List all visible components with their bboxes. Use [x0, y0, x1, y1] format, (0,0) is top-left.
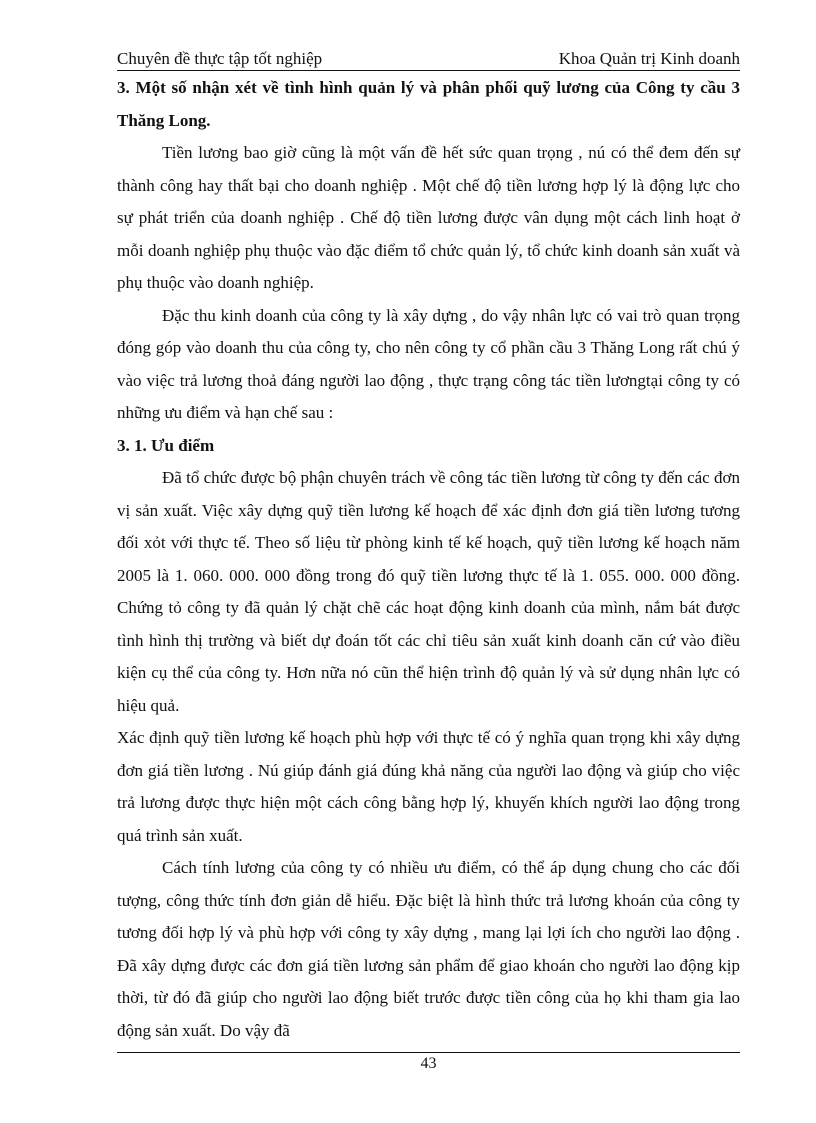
paragraph-3: Đã tổ chức được bộ phận chuyên trách về công tác tiền lương từ công ty đến các đơn vị sản xuất. Việc xây dựng quỹ tiền lương kế hoạch để xác định đơn giá tiền lương tương đối xỏt với thực tế. Theo số liệu từ phòng kinh tế kế hoạch, quỹ tiền lương kế hoạch năm 2005 là 1. 060. 000. 000 đồng trong đó quỹ tiền lương thực tế là 1. 055. 000. 000 đồng. Chứng tỏ công ty đã quản lý chặt chẽ các hoạt động kinh doanh của mình, nắm bát được tình hình thị trường và biết dự đoán tốt các chỉ tiêu sản xuất kinh doanh căn cứ vào điều kiện cụ thể của công ty. Hơn nữa nó cũn thể hiện trình độ quản lý và sử dụng nhân lực có hiệu quả. — [117, 468, 740, 715]
page-header — [117, 48, 740, 71]
paragraph-2: Đặc thu kinh doanh của công ty là xây dựng , do vậy nhân lực có vai trò quan trọng đóng góp vào doanh thu của công ty, cho nên công ty cổ phần cầu 3 Thăng Long rất chú ý vào việc trả lương thoả đáng người lao động , thực trạng công tác tiền lươngtại công ty có những ưu điểm và hạn chế sau : — [117, 305, 740, 422]
section-heading: 3. Một số nhận xét về tình hình quản lý và phân phối quỹ lương của Công ty cầu 3 Thăng Long. — [117, 78, 740, 130]
paragraph-4: Xác định quỹ tiền lương kế hoạch phù hợp với thực tế có ý nghĩa quan trọng khi xây dựng đơn giá tiền lương . Nú giúp đánh giá đúng khả năng của người lao động và giúp cho việc trả lương được thực hiện một cách công bằng hợp lý, khuyến khích người lao động trong quá trình sản xuất. — [117, 728, 740, 845]
subsection-heading: 3. 1. Ưu điểm — [117, 435, 215, 455]
document-body — [117, 72, 740, 1047]
paragraph-5: Cách tính lương của công ty có nhiều ưu điểm, có thể áp dụng chung cho các đối tượng, công thức tính đơn giản dễ hiểu. Đặc biệt là hình thức trả lương khoán của công ty tương đối hợp lý và phù hợp với công ty xây dựng , mang lại lợi ích cho người lao động . Đã xây dựng được các đơn giá tiền lương sản phẩm để giao khoán cho người lao động kịp thời, từ đó đã giúp cho người lao động biết trước được tiền công của họ khi tham gia lao động sản xuất. Do vậy đã — [117, 858, 740, 1040]
header-right-title: Khoa Quản trị Kinh doanh — [558, 49, 740, 68]
paragraph-1: Tiền lương bao giờ cũng là một vấn đề hết sức quan trọng , nú có thể đem đến sự thành công hay thất bại cho doanh nghiệp . Một chế độ tiền lương hợp lý là động lực cho sự phát triển của doanh nghiệp . Chế độ tiền lương được vân dụng một cách linh hoạt ở mỗi doanh nghiệp phụ thuộc vào đặc điểm tổ chức quản lý, tổ chức kinh doanh sản xuất và phụ thuộc vào doanh nghiệp. — [117, 143, 740, 292]
header-left-title: Chuyên đề thực tập tốt nghiệp — [117, 49, 323, 68]
footer-divider — [117, 1052, 740, 1053]
page-number: 43 — [420, 1055, 437, 1072]
